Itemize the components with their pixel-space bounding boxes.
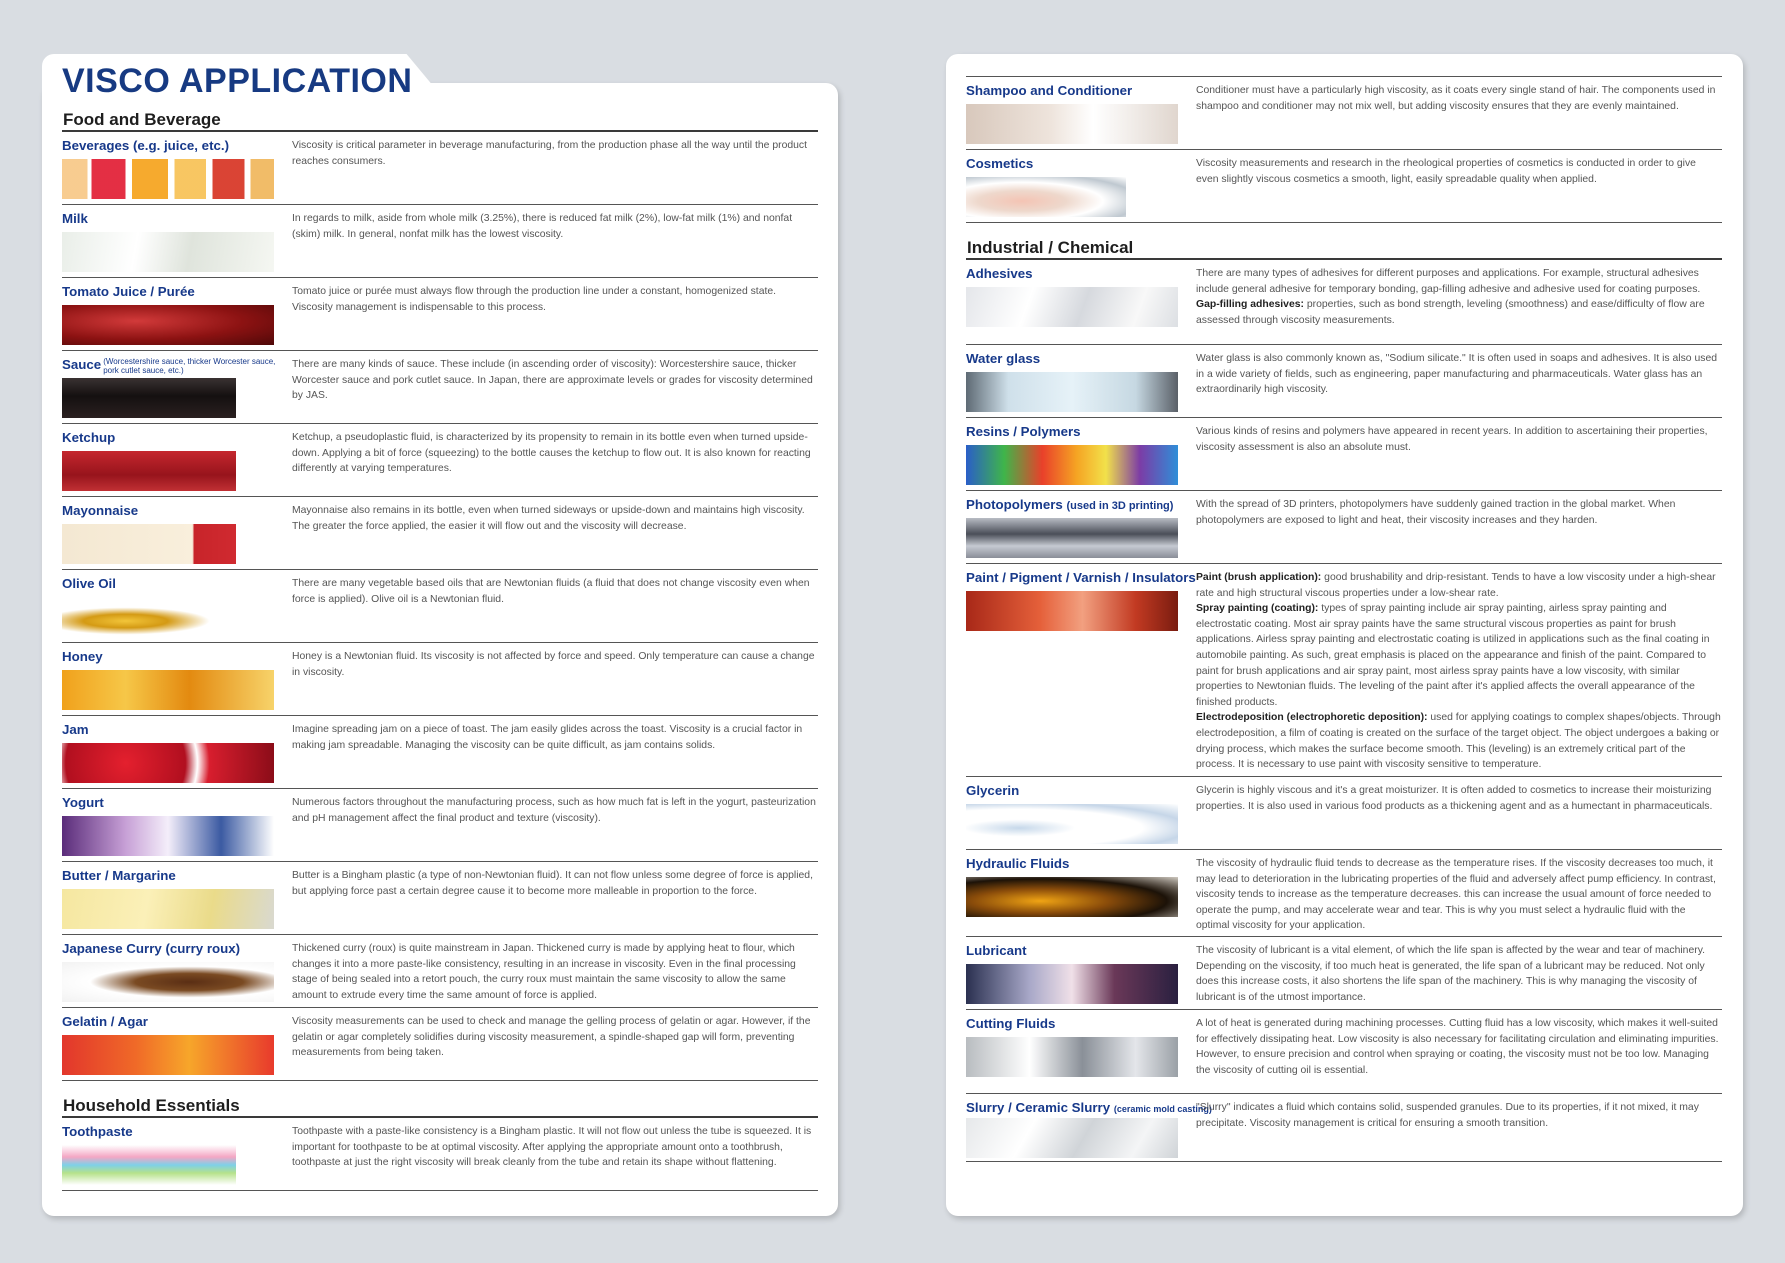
resins-image [966, 445, 1178, 485]
glycerin-image [966, 804, 1178, 844]
item-title: Cosmetics [966, 156, 1034, 171]
shampoo-image [966, 104, 1178, 144]
list-item-adhesives [966, 260, 1722, 345]
item-description: In regards to milk, aside from whole milk (3.25%), there is reduced fat milk (2%), low-fat milk (1%) and nonfat (skim) milk. In general, nonfat milk has the lowest viscosity. [292, 213, 793, 240]
item-note: (used in 3D printing) [1066, 500, 1174, 512]
paint-image [966, 591, 1178, 631]
item-description: The viscosity of hydraulic fluid tends to decrease as the temperature rises. If the viscosity decreases too much, it may lead to deterioration in the lubricating properties of the fluid and adversely affect pump efficiency. In contrast, viscosity tends to increase as the temperature decreases. this can increase the usual amount of force needed to operate the pump, and may accelerate wear and tear. This is why you must select a hydraulic fluid with the optimal viscosity for your application. [1196, 858, 1716, 932]
description-text: types of spray painting include air spray painting, airless spray painting and electrostatic coating. Most air spray paints have the same structural viscous properties as paint for brush applications. Airless spray painting and electrostatic coating is utilized in applications such as the final coating in automobile painting. As such, great emphasis is placed on the appearance and finish of the paint. Compared to paint for brush applications and air spray paint, most airless spray paints have a low viscosity, with similar properties to Newtonian fluids. The leveling of the paint after it's applied affects the overall appearance of the finished products. [1196, 603, 1710, 708]
list-item-slurry [966, 1094, 1722, 1162]
list-item-cutting-fluids [966, 1010, 1722, 1094]
item-title-text: Slurry / Ceramic Slurry [966, 1100, 1111, 1115]
item-description: Viscosity is critical parameter in beverage manufacturing, from the production phase all the way until the product reaches consumers. [292, 140, 807, 167]
item-description [1196, 266, 1720, 328]
list-item-mayonnaise [62, 497, 818, 570]
list-item-cosmetics [966, 150, 1722, 223]
yogurt-image [62, 816, 274, 856]
list-item-ketchup [62, 424, 818, 497]
item-description: Ketchup, a pseudoplastic fluid, is characterized by its propensity to remain in its bottle even when turned upside-down. Applying a bit of force (squeezing) to the bottle causes the ketchup to flow out. It is also known for reacting differently at varying temperatures. [292, 432, 811, 475]
item-description: With the spread of 3D printers, photopolymers have suddenly gained traction in the global market. When photopolymers are exposed to light and heat, their viscosity increases and they harden. [1196, 499, 1676, 526]
description-bold: Electrodeposition (electrophoretic deposition): [1196, 712, 1428, 724]
water-glass-image [966, 372, 1178, 412]
description-text: used for applying coatings to complex shapes/objects. Through electrodeposition, a film of coating is created on the surface of the target object. The object undergoes a baking or drying process, which makes the surface become smooth. This (leveling) is an extremely critical part of the process. It is necessary to use paint with viscosity sensitive to temperature. [1196, 712, 1721, 771]
beverages-image [62, 159, 274, 199]
item-title: Tomato Juice / Purée [62, 284, 195, 299]
hydraulic-image [966, 877, 1178, 917]
item-title: Hydraulic Fluids [966, 856, 1070, 871]
item-title-text: Sauce [62, 357, 102, 372]
item-title [966, 497, 1173, 512]
description-text: There are many types of adhesives for different purposes and applications. For example, structural adhesives include general adhesive for temporary bonding, gap-filling adhesive and adhesive used for coating purposes. [1196, 268, 1701, 295]
list-item-milk [62, 205, 818, 278]
list-item-beverages [62, 132, 818, 205]
item-description: Butter is a Bingham plastic (a type of non-Newtonian fluid). It can not flow unless some degree of force is applied, but applying force past a certain degree cause it to become more malleable in proportion to the force. [292, 870, 813, 897]
list-item-tomato [62, 278, 818, 351]
item-description: Viscosity measurements can be used to check and manage the gelling process of gelatin or agar. However, if the gelatin or agar completely solidifies during viscosity measurement, a spindle-shaped gap will form, preventing measurements from being taken. [292, 1016, 811, 1059]
section-industrial: Industrial / Chemical [966, 233, 1722, 260]
item-title: Yogurt [62, 795, 104, 810]
cosmetics-image [966, 177, 1126, 217]
description-bold: Spray painting (coating): [1196, 603, 1319, 615]
item-title: Milk [62, 211, 88, 226]
item-title-text: Photopolymers [966, 497, 1063, 512]
olive-oil-image [62, 597, 274, 637]
item-title [966, 1100, 1212, 1115]
right-column [966, 74, 1722, 1162]
item-description [1196, 570, 1724, 773]
description-bold: Paint (brush application): [1196, 572, 1322, 583]
item-description: A lot of heat is generated during machining processes. Cutting fluid has a low viscosity, which makes it well-suited for effectively dissipating heat. Low viscosity is also necessary for facilitating circulation and eliminating impurities. However, to ensure precision and control when spraying or coating, the viscosity must not be too low. Managing the viscosity of cutting oil is essential. [1196, 1018, 1719, 1076]
item-description: Various kinds of resins and polymers have appeared in recent years. In addition to ascertaining their properties, viscosity assessment is also an absolute must. [1196, 426, 1708, 453]
item-description: Imagine spreading jam on a piece of toast. The jam easily glides across the toast. Viscosity is a crucial factor in making jam spreadable. Managing the viscosity can be quite difficult, as jam contains solids. [292, 724, 803, 751]
list-item-toothpaste [62, 1118, 818, 1191]
item-title [62, 357, 283, 375]
description-text: properties, such as bond strength, leveling (smoothness) and ease/difficulty of flow are assessed through viscosity measurements. [1196, 299, 1705, 326]
item-title: Water glass [966, 351, 1041, 366]
item-title: Cutting Fluids [966, 1016, 1056, 1031]
adhesives-image [966, 287, 1178, 327]
toothpaste-image [62, 1145, 236, 1185]
left-column [62, 105, 818, 1191]
list-item-shampoo [966, 77, 1722, 150]
item-title: Lubricant [966, 943, 1027, 958]
item-title: Ketchup [62, 430, 116, 445]
mayonnaise-image [62, 524, 236, 564]
item-title: Adhesives [966, 266, 1033, 281]
list-item-hydraulic [966, 850, 1722, 937]
item-description: Tomato juice or purée must always flow through the production line under a constant, homogenized state. Viscosity management is indispensable to this process. [292, 286, 777, 313]
list-item-resins [966, 418, 1722, 491]
item-title: Honey [62, 649, 103, 664]
item-title: Jam [62, 722, 89, 737]
item-title: Japanese Curry (curry roux) [62, 941, 241, 956]
lubricant-image [966, 964, 1178, 1004]
list-item-yogurt [62, 789, 818, 862]
item-description: The viscosity of lubricant is a vital element, of which the life span is affected by the wear and tear of machinery. Depending on the viscosity, if too much heat is generated, the life span of a lubricant may be reduced. Not only does this increase costs, it also shortens the life span of the machinery. This is why managing the viscosity of lubricant is of the utmost importance. [1196, 945, 1706, 1003]
item-description: "Slurry" indicates a fluid which contains solid, suspended granules. Due to its properties, if it not mixed, it may precipitate. Viscosity management is critical for ensuring a smooth transition. [1196, 1102, 1699, 1129]
cutting-fluids-image [966, 1037, 1178, 1077]
item-description: Toothpaste with a paste-like consistency is a Bingham plastic. It will not flow out unless the tube is squeezed. It is important for toothpaste to be at optimal viscosity. After applying the appropriate amount onto a toothbrush, toothpaste at just the right viscosity will break cleanly from the tube and retain its shape without flattening. [292, 1126, 812, 1169]
curry-image [62, 962, 274, 1002]
item-description: Numerous factors throughout the manufacturing process, such as how much fat is left in the yogurt, pasteurization and pH management affect the final product and texture (viscosity). [292, 797, 816, 824]
list-item-glycerin [966, 777, 1722, 850]
list-item-curry [62, 935, 818, 1008]
slurry-image [966, 1118, 1178, 1158]
item-title: Resins / Polymers [966, 424, 1081, 439]
list-item-olive-oil [62, 570, 818, 643]
list-item-photopolymers [966, 491, 1722, 564]
sauce-image [62, 378, 236, 418]
description-text: good brushability and drip-resistant. Tends to have a low viscosity under a high-shear rate and high structural viscous properties under a low-shear rate. [1196, 572, 1716, 599]
list-item-paint [966, 564, 1722, 777]
item-description: There are many vegetable based oils that are Newtonian fluids (a fluid that does not change viscosity even when force is applied). Olive oil is a Newtonian fluid. [292, 578, 810, 605]
list-item-gelatin [62, 1008, 818, 1081]
item-description: Mayonnaise also remains in its bottle, even when turned sideways or upside-down and maintains high viscosity. The greater the force applied, the easier it will flow out and the viscosity will decrease. [292, 505, 805, 532]
section-household: Household Essentials [62, 1091, 818, 1118]
description-bold: Gap-filling adhesives: [1196, 299, 1304, 311]
ketchup-image [62, 451, 236, 491]
jam-image [62, 743, 274, 783]
list-item-lubricant [966, 937, 1722, 1010]
honey-image [62, 670, 274, 710]
item-description: Viscosity measurements and research in the rheological properties of cosmetics is conducted in order to give even slightly viscous cosmetics a smooth, light, easily spreadable quality when applied. [1196, 158, 1696, 185]
butter-image [62, 889, 274, 929]
milk-image [62, 232, 274, 272]
item-title: Mayonnaise [62, 503, 139, 518]
item-description: There are many kinds of sauce. These include (in ascending order of viscosity): Worcestershire sauce, thicker Worcester sauce and pork cutlet sauce. In Japan, there are approximate levels or grades for viscosity determined by JAS. [292, 359, 813, 402]
page-title: VISCO APPLICATION [62, 62, 413, 100]
item-title: Glycerin [966, 783, 1020, 798]
item-title: Beverages (e.g. juice, etc.) [62, 138, 230, 153]
item-description: Water glass is also commonly known as, "Sodium silicate." It is often used in soaps and adhesives. It is also used in a wide variety of fields, such as engineering, paper manufacturing and pharmaceuticals. Water glass has an extraordinarily high viscosity. [1196, 353, 1717, 396]
item-title: Olive Oil [62, 576, 116, 591]
list-item-water-glass [966, 345, 1722, 418]
list-item-sauce [62, 351, 818, 424]
item-description: Glycerin is highly viscous and it's a great moisturizer. It is often added to cosmetics to increase their moisturizing properties. It is also used in various food products as a thickening agent and as a humectant in pharmaceuticals. [1196, 785, 1713, 812]
item-description: Honey is a Newtonian fluid. Its viscosity is not affected by force and speed. Only temperature can cause a change in viscosity. [292, 651, 815, 678]
item-title: Paint / Pigment / Varnish / Insulators [966, 570, 1196, 585]
item-note: (ceramic mold casting) [1113, 1104, 1212, 1114]
item-title: Toothpaste [62, 1124, 133, 1139]
tomato-image [62, 305, 274, 345]
list-item-jam [62, 716, 818, 789]
list-item-honey [62, 643, 818, 716]
gelatin-image [62, 1035, 274, 1075]
item-title: Butter / Margarine [62, 868, 176, 883]
photopolymers-image [966, 518, 1178, 558]
item-description: Thickened curry (roux) is quite mainstream in Japan. Thickened curry is made by applying heat to flour, which changes it into a more paste-like consistency, resulting in an increase in viscosity. Even in the final processing stage of being sealed into a retort pouch, the curry roux must maintain the same viscosity to allow the same amount to extrude every time the same amount of force is applied. [292, 943, 796, 1001]
item-title: Gelatin / Agar [62, 1014, 148, 1029]
item-title: Shampoo and Conditioner [966, 83, 1133, 98]
section-food-beverage: Food and Beverage [62, 105, 818, 132]
item-note: (Worcestershire sauce, thicker Worcester sauce, pork cutlet sauce, etc.) [103, 357, 276, 375]
list-item-butter [62, 862, 818, 935]
item-description: Conditioner must have a particularly high viscosity, as it coats every single stand of hair. The components used in shampoo and conditioner may not mix well, but adding viscosity ensures that they are evenly maintained. [1196, 85, 1716, 112]
